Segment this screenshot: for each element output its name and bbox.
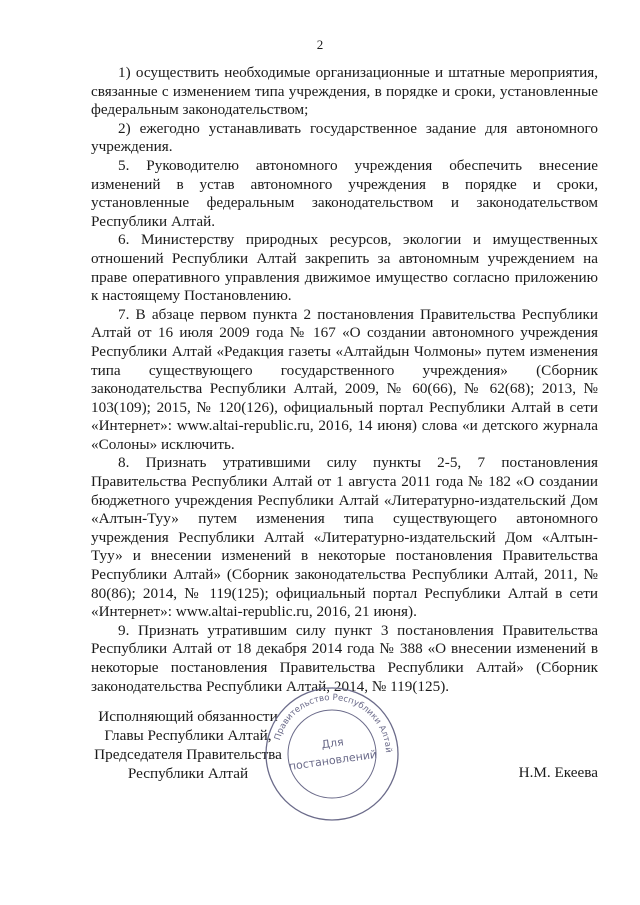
seal-outer-text: Правительство Республики Алтай <box>272 692 394 754</box>
seal-inner-line-1: Для <box>320 735 345 752</box>
document-body <box>91 64 598 696</box>
signer-title-line-3: Председателя Правительства <box>94 746 282 763</box>
paragraph-5: 5. Руководителю автономного учреждения обеспечить внесение изменений в устав автономного учреждения в порядке и сроки, установленные федеральным законодательством и законодательством Республики Алтай. <box>91 156 598 230</box>
signer-title-line-2: Главы Республики Алтай, <box>104 727 272 744</box>
seal-inner-line-2: постановлений <box>288 747 378 774</box>
paragraph-8: 8. Признать утратившими силу пункты 2-5, 7 постановления Правительства Республики Алтай от 1 августа 2011 года № 182 «О создании бюджетного учреждения Республики Алтай «Литературно-издательский Дом «Алтын-Туу» путем изменения типа существующего автономного учреждения Республики Алтай «Литературно-издательский Дом «Алтын-Туу» и внесении изменений в некоторые постановления Правительства Республики Алтай» (Сборник законодательства Республики Алтай, 2011, № 80(86); 2014, № 119(125); официальный портал Республики Алтай в сети «Интернет»: www.altai-republic.ru, 2016, 21 июня). <box>91 454 598 621</box>
paragraph-7: 7. В абзаце первом пункта 2 постановления Правительства Республики Алтай от 16 июля 2009 года № 167 «О создании автономного учреждения Республики Алтай «Редакция газеты «Алтайдын Чолмоны» путем изменения типа существующего государственного учреждения» (Сборник законодательства Республики Алтай, 2009, № 60(66), № 62(68); 2013, № 103(109); 2015, № 120(126), официальный портал Республики Алтай в сети «Интернет»: www.altai-republic.ru, 2016, 14 июня) слова «и детского журнала «Солоны» исключить. <box>91 305 598 453</box>
signer-title-line-4: Республики Алтай <box>127 765 249 782</box>
signer-title-line-1: Исполняющий обязанности <box>98 708 278 725</box>
signature-block <box>88 707 288 783</box>
paragraph-2: 2) ежегодно устанавливать государственное задание для автономного учреждения. <box>91 119 598 156</box>
official-seal-stamp <box>262 684 402 824</box>
page-number: 2 <box>316 37 324 52</box>
paragraph-6: 6. Министерству природных ресурсов, экологии и имущественных отношений Республики Алтай закрепить за автономным учреждением на праве оперативного управления движимое имущество согласно приложению к настоящему Постановлению. <box>91 231 598 305</box>
paragraph-9: 9. Признать утратившим силу пункт 3 постановления Правительства Республики Алтай от 18 декабря 2014 года № 388 «О внесении изменений в некоторые постановления Правительства Республики Алтай» (Сборник законодательства Республики Алтай, 2014, № 119(125). <box>91 621 598 695</box>
signer-name: Н.М. Екеева <box>518 764 598 781</box>
paragraph-1: 1) осуществить необходимые организационные и штатные мероприятия, связанные с изменением типа учреждения, в порядке и сроки, установленные федеральным законодательством; <box>91 64 598 119</box>
